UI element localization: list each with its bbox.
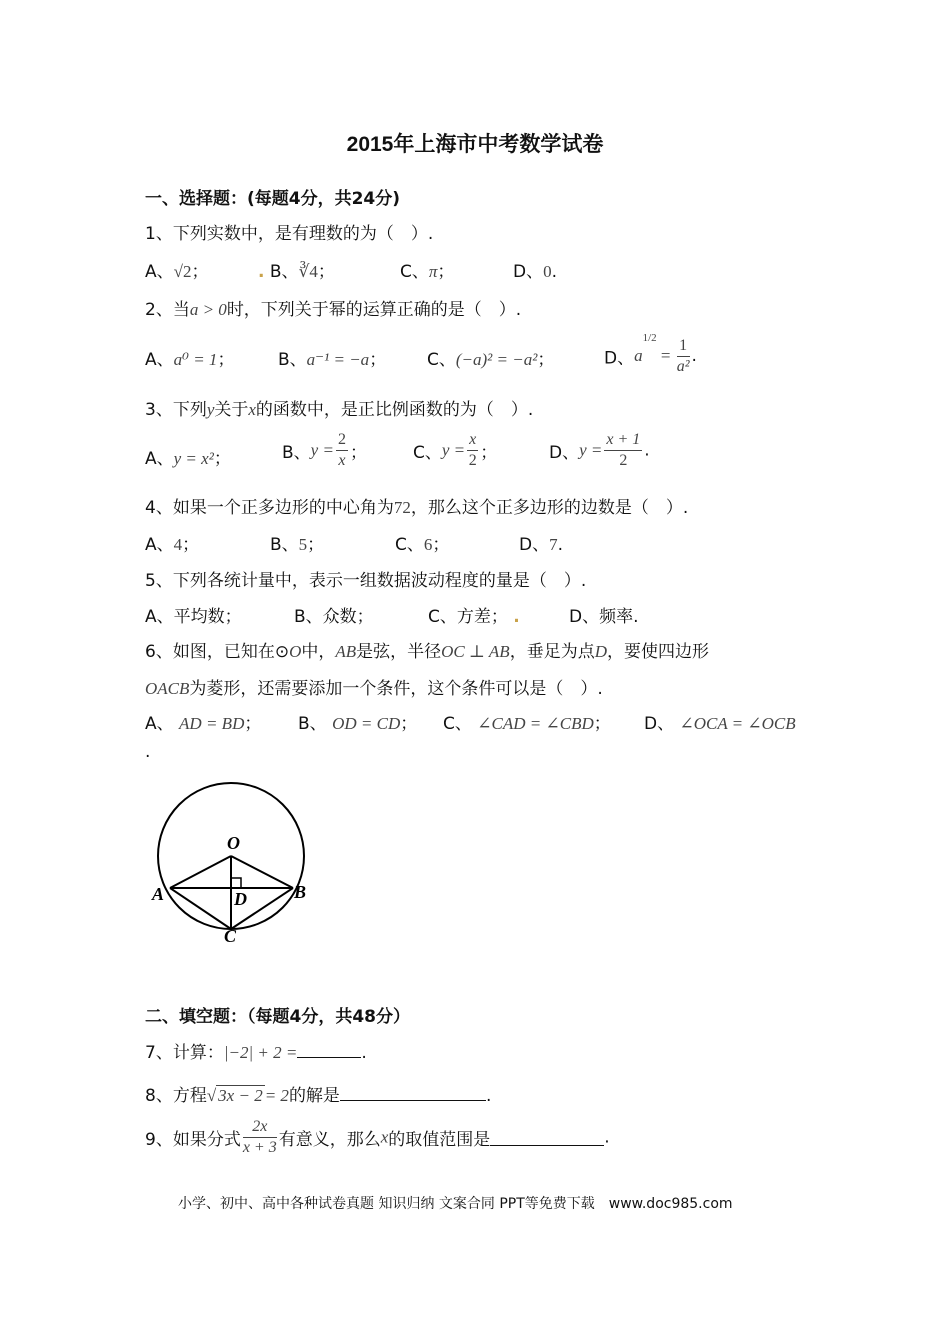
label-o: O bbox=[227, 833, 240, 853]
q6-trailing-period: . bbox=[145, 742, 151, 762]
section-heading-fill: 二、填空题：（每题4分，共48分） bbox=[145, 1007, 410, 1027]
question-2-stem: 2、当a > 0时，下列关于幂的运算正确的是（ ）. bbox=[145, 300, 522, 320]
q4-option-c: C、6； bbox=[395, 535, 450, 555]
label-b: B bbox=[294, 882, 307, 902]
q5-option-d: D、频率. bbox=[569, 607, 639, 627]
q4-option-b: B、5； bbox=[270, 535, 325, 555]
question-5-stem: 5、下列各统计量中，表示一组数据波动程度的量是（ ）. bbox=[145, 571, 587, 591]
label-d: D bbox=[234, 889, 247, 909]
question-3-stem: 3、下列y关于x的函数中，是正比例函数的为（ ）. bbox=[145, 400, 534, 420]
question-6-stem-line2: OACB为菱形，还需要添加一个条件，这个条件可以是（ ）. bbox=[145, 679, 603, 699]
question-7: 7、计算：|−2| + 2 = . bbox=[145, 1043, 367, 1063]
question-8: 8、方程√ 3x − 2 = 2的解是 . bbox=[145, 1086, 492, 1106]
answer-blank-9 bbox=[490, 1129, 604, 1146]
right-angle-mark bbox=[231, 878, 241, 888]
q1-option-b: . B、∛4； bbox=[258, 262, 335, 282]
page-title: 2015年上海市中考数学试卷 bbox=[346, 133, 604, 156]
question-9: 9、如果分式 $\frac{2x}{x + 3}$ 有意义，那么x的取值范围是 . bbox=[145, 1118, 610, 1156]
page-footer: 小学、初中、高中各种试卷真题 知识归纳 文案合同 PPT等免费下载 www.doc985.com bbox=[178, 1196, 733, 1212]
q5-option-b: B、众数； bbox=[294, 607, 374, 627]
q1-option-d: D、0. bbox=[513, 262, 557, 282]
q2-option-d: D、$a^{1/2}$ = $\frac{1}{\text{a²}}$ . bbox=[604, 332, 697, 375]
q6-option-b: B、 OD = CD； bbox=[298, 714, 418, 734]
segment-oa bbox=[170, 856, 231, 888]
answer-blank-8 bbox=[340, 1084, 486, 1101]
q2-option-b: B、a⁻¹ = −a； bbox=[278, 350, 387, 370]
answer-blank-7 bbox=[297, 1041, 361, 1058]
q2-option-a: A、a⁰ = 1； bbox=[145, 350, 235, 370]
q3-option-c: C、y = $\frac{x}{2}$ ； bbox=[413, 431, 498, 469]
q3-option-a: A、y = x²； bbox=[145, 449, 231, 469]
q1-option-c: C、π； bbox=[400, 262, 455, 282]
q2-option-c: C、(−a)² = −a²； bbox=[427, 350, 555, 370]
q6-option-a: A、 AD = BD； bbox=[145, 714, 262, 734]
q3-option-b: B、y = $\frac{2}{x}$ ； bbox=[282, 431, 367, 469]
q1-option-a: A、√2； bbox=[145, 262, 209, 282]
label-c: C bbox=[224, 926, 237, 946]
q3-option-d: D、y = $\frac{x + 1}{2}$ . bbox=[549, 431, 650, 469]
question-4-stem: 4、如果一个正多边形的中心角为72，那么这个正多边形的边数是（ ）. bbox=[145, 498, 689, 518]
question-6-stem-line1: 6、如图，已知在⊙O中，AB是弦，半径OC ⊥ AB，垂足为点D，要使四边形 bbox=[145, 642, 709, 662]
section-heading-choice: 一、选择题：(每题4分，共24分) bbox=[145, 189, 401, 209]
q5-option-a: A、平均数； bbox=[145, 607, 242, 627]
circle-rhombus-figure bbox=[140, 770, 330, 950]
q5-option-c: C、方差； . bbox=[428, 607, 520, 627]
q6-option-d: D、 ∠OCA = ∠OCB bbox=[644, 714, 796, 734]
q4-option-a: A、4； bbox=[145, 535, 200, 555]
question-1-stem: 1、下列实数中，是有理数的为（ ）. bbox=[145, 224, 434, 244]
q6-option-c: C、 ∠CAD = ∠CBD； bbox=[443, 714, 611, 734]
q4-option-d: D、7. bbox=[519, 535, 563, 555]
label-a: A bbox=[152, 884, 165, 904]
